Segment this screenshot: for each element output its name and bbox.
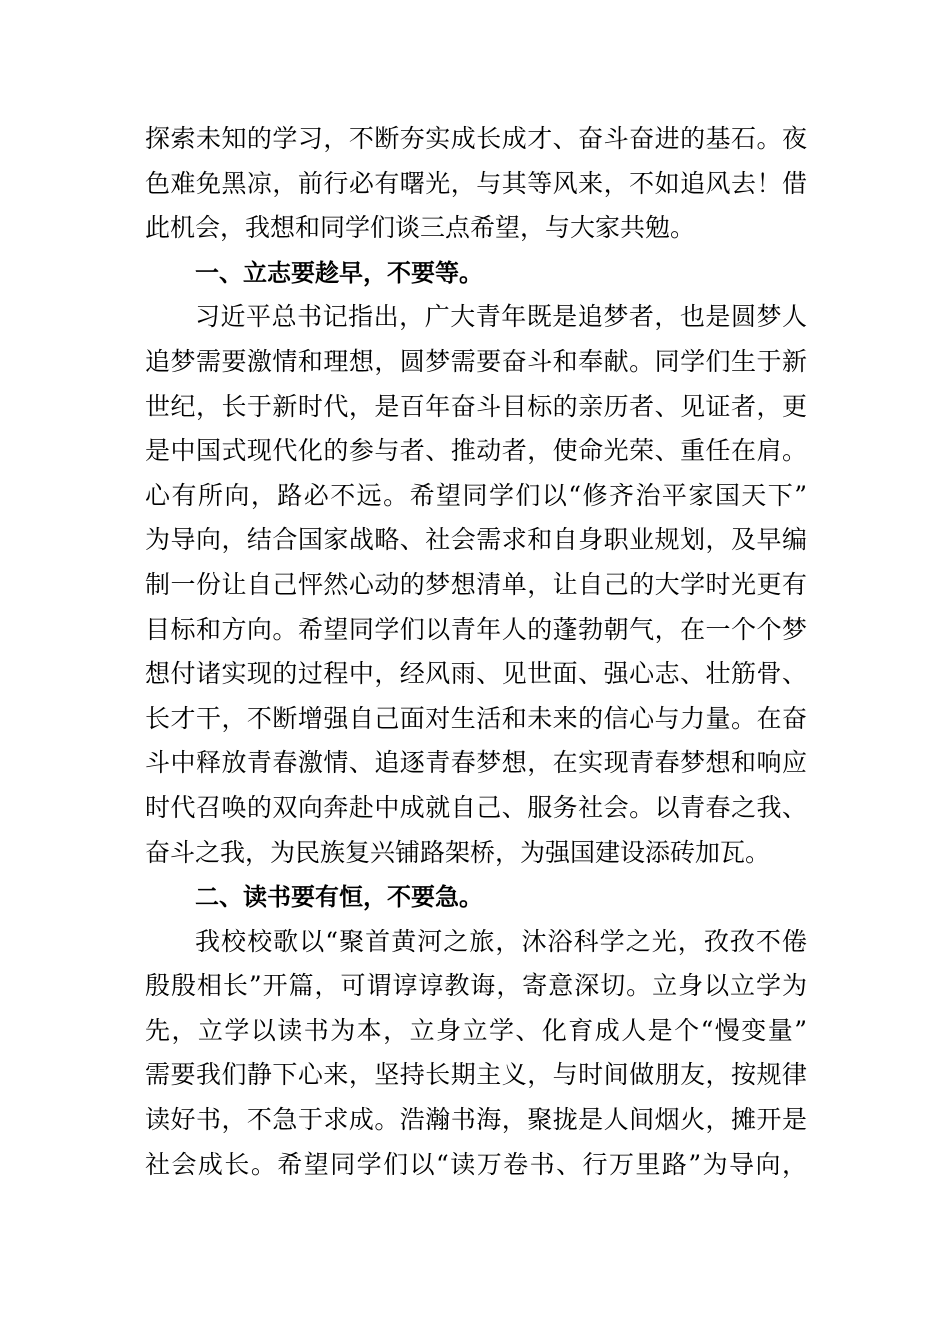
paragraph-line: 读好书，不急于求成。浩瀚书海，聚拢是人间烟火，摊开是 (145, 1105, 807, 1135)
paragraph-line: 世纪，长于新时代，是百年奋斗目标的亲历者、见证者，更 (145, 391, 807, 421)
paragraph-line: 需要我们静下心来，坚持长期主义，与时间做朋友，按规律 (145, 1060, 807, 1090)
section-heading-1: 一、立志要趁早，不要等。 (195, 258, 483, 287)
paragraph-line: 长才干，不断增强自己面对生活和未来的信心与力量。在奋 (145, 703, 807, 733)
paragraph-line: 追梦需要激情和理想，圆梦需要奋斗和奉献。同学们生于新 (145, 346, 807, 376)
paragraph-line: 此机会，我想和同学们谈三点希望，与大家共勉。 (145, 213, 696, 243)
paragraph-line: 时代召唤的双向奔赴中成就自己、服务社会。以青春之我、 (145, 792, 807, 822)
paragraph-line: 社会成长。希望同学们以“读万卷书、行万里路”为导向， (145, 1149, 807, 1179)
paragraph-line: 是中国式现代化的参与者、推动者，使命光荣、重任在肩。 (145, 436, 807, 466)
paragraph-line: 心有所向，路必不远。希望同学们以“修齐治平家国天下” (145, 480, 807, 510)
paragraph-line: 想付诸实现的过程中，经风雨、见世面、强心志、壮筋骨、 (145, 659, 807, 689)
paragraph-line: 习近平总书记指出，广大青年既是追梦者，也是圆梦人 (195, 302, 807, 332)
section-heading-2: 二、读书要有恒，不要急。 (195, 883, 483, 912)
paragraph-line: 先，立学以读书为本，立身立学、化育成人是个“慢变量” (145, 1015, 807, 1045)
paragraph-line: 我校校歌以“聚首黄河之旅，沐浴科学之光，孜孜不倦 (195, 926, 807, 956)
paragraph-line: 斗中释放青春激情、追逐青春梦想，在实现青春梦想和响应 (145, 748, 807, 778)
paragraph-line: 为导向，结合国家战略、社会需求和自身职业规划，及早编 (145, 525, 807, 555)
paragraph-line: 奋斗之我，为民族复兴铺路架桥，为强国建设添砖加瓦。 (145, 837, 771, 867)
document-page (145, 117, 807, 1187)
paragraph-line: 色难免黑凉，前行必有曙光，与其等风来，不如追风去！借 (145, 168, 807, 198)
paragraph-line: 目标和方向。希望同学们以青年人的蓬勃朝气，在一个个梦 (145, 614, 807, 644)
paragraph-line: 探索未知的学习，不断夯实成长成才、奋斗奋进的基石。夜 (145, 124, 807, 153)
paragraph-line: 殷殷相长”开篇，可谓谆谆教诲，寄意深切。立身以立学为 (145, 971, 807, 1001)
paragraph-line: 制一份让自己怦然心动的梦想清单，让自己的大学时光更有 (145, 569, 807, 599)
